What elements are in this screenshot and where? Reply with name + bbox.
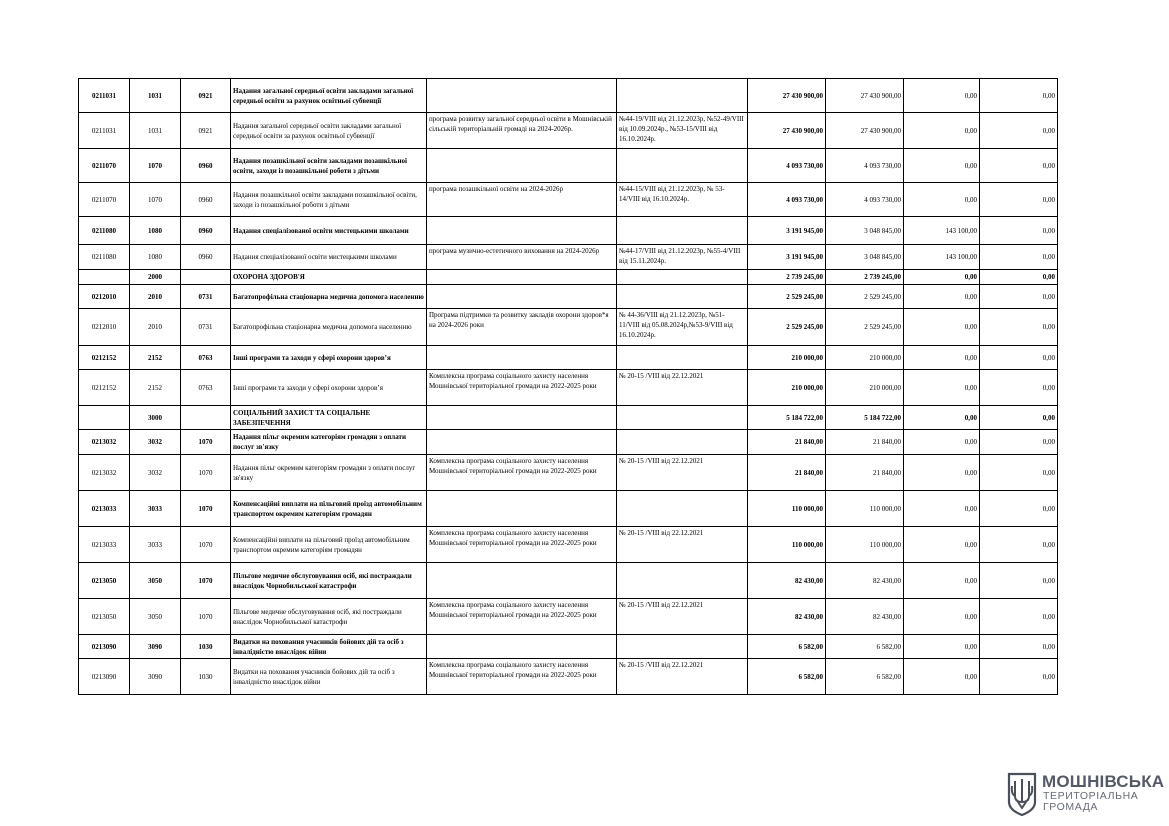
row-code-cell (79, 270, 130, 285)
row-amount-special-cell: 0,00 (904, 183, 980, 217)
row-code-cell: 0763 (181, 370, 231, 406)
row-amount-total-cell: 210 000,00 (748, 346, 826, 370)
row-code-cell: 3090 (130, 635, 181, 659)
row-code-cell: 1070 (181, 563, 231, 599)
row-decision-cell: № 44-36/VIII від 21.12.2023р, №51-11/VIII від 05.08.2024р,№53-9/VIII від 16.10.2024р. (617, 309, 748, 346)
row-program-cell (427, 79, 617, 113)
row-amount-special-cell: 0,00 (904, 346, 980, 370)
row-amount-general-cell: 2 529 245,00 (826, 285, 904, 309)
table-row (79, 270, 1058, 285)
row-code-cell: 0213050 (79, 599, 130, 635)
row-decision-cell (617, 563, 748, 599)
row-name-cell: ОХОРОНА ЗДОРОВ'Я (231, 270, 427, 285)
row-amount-total-cell: 21 840,00 (748, 430, 826, 455)
row-code-cell: 0213032 (79, 455, 130, 491)
row-code-cell: 0213032 (79, 430, 130, 455)
row-name-cell: Надання пільг окремим категоріям громадян з оплати послуг зв'язку (231, 455, 427, 491)
row-amount-general-cell: 6 582,00 (826, 635, 904, 659)
row-code-cell: 1070 (181, 491, 231, 527)
row-amount-total-cell: 27 430 900,00 (748, 79, 826, 113)
row-decision-cell: №44-19/VIII від 21.12.2023р, №52-49/VIII від 10.09.2024р., №53-15/VIII від 16.10.2024р. (617, 113, 748, 149)
row-name-cell: Надання спеціалізованої освіти мистецькими школами (231, 245, 427, 270)
row-name-cell: Видатки на поховання учасників бойових дій та осіб з інвалідністю внаслідок війни (231, 635, 427, 659)
row-amount-general-cell: 4 093 730,00 (826, 183, 904, 217)
row-amount-other-cell: 0,00 (980, 635, 1058, 659)
row-amount-other-cell: 0,00 (980, 217, 1058, 245)
row-code-cell: 0211031 (79, 113, 130, 149)
row-code-cell: 1031 (130, 79, 181, 113)
row-amount-special-cell: 0,00 (904, 270, 980, 285)
row-code-cell: 0211080 (79, 245, 130, 270)
row-code-cell: 3032 (130, 430, 181, 455)
row-decision-cell (617, 79, 748, 113)
row-code-cell: 3050 (130, 563, 181, 599)
row-code-cell: 3033 (130, 527, 181, 563)
row-program-cell (427, 563, 617, 599)
row-code-cell: 2010 (130, 309, 181, 346)
row-code-cell: 2010 (130, 285, 181, 309)
row-program-cell (427, 217, 617, 245)
row-amount-general-cell: 4 093 730,00 (826, 149, 904, 183)
row-code-cell: 2000 (130, 270, 181, 285)
table-row (79, 430, 1058, 455)
row-program-cell: Комплексна програма соціального захисту населення Мошнівської територіальної громади на 2022-2025 роки (427, 370, 617, 406)
row-amount-general-cell: 110 000,00 (826, 491, 904, 527)
row-amount-special-cell: 0,00 (904, 599, 980, 635)
row-code-cell: 1070 (181, 455, 231, 491)
budget-table (78, 78, 1058, 695)
row-decision-cell (617, 217, 748, 245)
row-code-cell: 1030 (181, 659, 231, 695)
row-program-cell (427, 285, 617, 309)
row-amount-general-cell: 3 048 845,00 (826, 217, 904, 245)
row-name-cell: Інші програми та заходи у сфері охорони здоров’я (231, 346, 427, 370)
row-amount-general-cell: 6 582,00 (826, 659, 904, 695)
row-amount-special-cell: 0,00 (904, 406, 980, 430)
row-amount-total-cell: 21 840,00 (748, 455, 826, 491)
row-amount-total-cell: 210 000,00 (748, 370, 826, 406)
row-amount-special-cell: 0,00 (904, 563, 980, 599)
row-amount-other-cell: 0,00 (980, 430, 1058, 455)
row-code-cell: 3090 (130, 659, 181, 695)
row-name-cell: Надання спеціалізованої освіти мистецькими школами (231, 217, 427, 245)
table-row (79, 527, 1058, 563)
row-code-cell: 3050 (130, 599, 181, 635)
table-row (79, 217, 1058, 245)
row-amount-general-cell: 210 000,00 (826, 346, 904, 370)
row-decision-cell (617, 346, 748, 370)
row-code-cell (181, 270, 231, 285)
row-amount-general-cell: 210 000,00 (826, 370, 904, 406)
row-code-cell: 0212010 (79, 309, 130, 346)
table-row (79, 659, 1058, 695)
row-amount-other-cell: 0,00 (980, 346, 1058, 370)
row-code-cell: 1070 (130, 183, 181, 217)
row-program-cell (427, 406, 617, 430)
row-code-cell: 0212152 (79, 346, 130, 370)
row-amount-other-cell: 0,00 (980, 455, 1058, 491)
row-code-cell: 2152 (130, 346, 181, 370)
row-program-cell (427, 430, 617, 455)
row-code-cell: 1070 (181, 599, 231, 635)
table-row (79, 113, 1058, 149)
row-program-cell: Програма підтримки та розвитку закладів охорони здоров*я на 2024-2026 роки (427, 309, 617, 346)
row-code-cell: 0213090 (79, 659, 130, 695)
row-name-cell: Видатки на поховання учасників бойових дій та осіб з інвалідністю внаслідок війни (231, 659, 427, 695)
row-code-cell: 0213033 (79, 491, 130, 527)
row-program-cell: Комплексна програма соціального захисту населення Мошнівської територіальної громади на 2022-2025 роки (427, 599, 617, 635)
row-amount-special-cell: 0,00 (904, 149, 980, 183)
row-program-cell: програма позашкільної освіти на 2024-2026р (427, 183, 617, 217)
table-row (79, 599, 1058, 635)
row-amount-other-cell: 0,00 (980, 183, 1058, 217)
row-code-cell: 0213033 (79, 527, 130, 563)
row-program-cell: програма музично-естетичного виховання на 2024-2026р (427, 245, 617, 270)
row-amount-total-cell: 27 430 900,00 (748, 113, 826, 149)
logo-subtitle-line2: ГРОМАДА (1043, 801, 1099, 813)
row-amount-other-cell: 0,00 (980, 270, 1058, 285)
row-program-cell: Комплексна програма соціального захисту населення Мошнівської територіальної громади на 2022-2025 роки (427, 455, 617, 491)
row-program-cell: Комплексна програма соціального захисту населення Мошнівської територіальної громади на 2022-2025 роки (427, 659, 617, 695)
row-amount-special-cell: 0,00 (904, 370, 980, 406)
row-amount-total-cell: 82 430,00 (748, 599, 826, 635)
row-code-cell: 1080 (130, 217, 181, 245)
row-amount-special-cell: 0,00 (904, 113, 980, 149)
row-amount-other-cell: 0,00 (980, 285, 1058, 309)
row-amount-special-cell: 0,00 (904, 455, 980, 491)
row-program-cell (427, 635, 617, 659)
row-decision-cell: № 20-15 /VIII від 22.12.2021 (617, 370, 748, 406)
row-amount-other-cell: 0,00 (980, 370, 1058, 406)
row-amount-general-cell: 27 430 900,00 (826, 113, 904, 149)
row-program-cell (427, 270, 617, 285)
row-code-cell (79, 406, 130, 430)
community-logo (1007, 772, 1165, 818)
row-decision-cell: № 20-15 /VIII від 22.12.2021 (617, 527, 748, 563)
row-code-cell: 0212010 (79, 285, 130, 309)
row-amount-other-cell: 0,00 (980, 79, 1058, 113)
row-code-cell: 0960 (181, 149, 231, 183)
row-amount-special-cell: 0,00 (904, 430, 980, 455)
row-code-cell: 1031 (130, 113, 181, 149)
row-amount-general-cell: 3 048 845,00 (826, 245, 904, 270)
table-row (79, 285, 1058, 309)
row-amount-special-cell: 0,00 (904, 659, 980, 695)
table-row (79, 491, 1058, 527)
row-code-cell: 0960 (181, 245, 231, 270)
row-name-cell: Інші програми та заходи у сфері охорони здоров’я (231, 370, 427, 406)
row-amount-other-cell: 0,00 (980, 309, 1058, 346)
row-code-cell: 3033 (130, 491, 181, 527)
row-code-cell: 0211031 (79, 79, 130, 113)
row-code-cell: 1030 (181, 635, 231, 659)
row-decision-cell: №44-17/VIII від 21.12.2023р, №55-4/VIII від 15.11.2024р. (617, 245, 748, 270)
row-code-cell: 0960 (181, 183, 231, 217)
row-name-cell: Надання пільг окремим категоріям громадян з оплати послуг зв'язку (231, 430, 427, 455)
table-row (79, 149, 1058, 183)
row-decision-cell: №44-15/VIII від 21.12.2023р, № 53-14/VIII від 16.10.2024р. (617, 183, 748, 217)
row-amount-special-cell: 0,00 (904, 527, 980, 563)
row-program-cell: програма розвитку загальної середньої освіти в Мошнівській сільській територіальній громаді на 2024-2026р. (427, 113, 617, 149)
row-program-cell (427, 346, 617, 370)
row-amount-special-cell: 0,00 (904, 635, 980, 659)
table-body (79, 79, 1058, 695)
row-amount-general-cell: 2 739 245,00 (826, 270, 904, 285)
table-row (79, 245, 1058, 270)
row-amount-general-cell: 2 529 245,00 (826, 309, 904, 346)
row-decision-cell (617, 285, 748, 309)
row-amount-total-cell: 2 529 245,00 (748, 285, 826, 309)
row-amount-other-cell: 0,00 (980, 659, 1058, 695)
row-code-cell: 0213090 (79, 635, 130, 659)
table-row (79, 309, 1058, 346)
row-decision-cell: № 20-15 /VIII від 22.12.2021 (617, 455, 748, 491)
row-code-cell: 0211080 (79, 217, 130, 245)
row-code-cell: 0731 (181, 285, 231, 309)
row-amount-special-cell: 0,00 (904, 79, 980, 113)
row-decision-cell (617, 149, 748, 183)
table-row (79, 635, 1058, 659)
row-amount-total-cell: 110 000,00 (748, 527, 826, 563)
row-amount-special-cell: 0,00 (904, 285, 980, 309)
row-amount-other-cell: 0,00 (980, 149, 1058, 183)
row-name-cell: Надання позашкільної освіти закладами позашкільної освіти, заходи із позашкільної роботи з дітьми (231, 183, 427, 217)
logo-title: МОШНІВСЬКА (1042, 772, 1165, 791)
table-row (79, 183, 1058, 217)
row-amount-other-cell: 0,00 (980, 599, 1058, 635)
row-amount-total-cell: 4 093 730,00 (748, 183, 826, 217)
logo-subtitle-line1: ТЕРИТОРІАЛЬНА (1043, 790, 1139, 802)
table-row (79, 455, 1058, 491)
row-amount-total-cell: 4 093 730,00 (748, 149, 826, 183)
row-amount-special-cell: 0,00 (904, 491, 980, 527)
row-code-cell: 0763 (181, 346, 231, 370)
row-decision-cell: № 20-15 /VIII від 22.12.2021 (617, 599, 748, 635)
table-row (79, 370, 1058, 406)
row-name-cell: Надання загальної середньої освіти закладами загальної середньої освіти за рахунок освітньої субвенції (231, 79, 427, 113)
row-name-cell: Багатопрофільна стаціонарна медична допомога населенню (231, 309, 427, 346)
row-amount-general-cell: 5 184 722,00 (826, 406, 904, 430)
row-name-cell: Пільгове медичне обслуговування осіб, які постраждали внаслідок Чорнобильської катастрофи (231, 563, 427, 599)
row-amount-general-cell: 21 840,00 (826, 455, 904, 491)
row-amount-general-cell: 27 430 900,00 (826, 79, 904, 113)
row-code-cell (181, 406, 231, 430)
row-code-cell: 3000 (130, 406, 181, 430)
table-row (79, 346, 1058, 370)
row-code-cell: 1080 (130, 245, 181, 270)
row-name-cell: СОЦІАЛЬНИЙ ЗАХИСТ ТА СОЦІАЛЬНЕ ЗАБЕЗПЕЧЕННЯ (231, 406, 427, 430)
row-decision-cell (617, 430, 748, 455)
row-amount-total-cell: 110 000,00 (748, 491, 826, 527)
row-name-cell: Надання загальної середньої освіти закладами загальної середньої освіти за рахунок освітньої субвенції (231, 113, 427, 149)
row-amount-special-cell: 143 100,00 (904, 245, 980, 270)
row-code-cell: 1070 (130, 149, 181, 183)
row-amount-total-cell: 2 739 245,00 (748, 270, 826, 285)
row-name-cell: Надання позашкільної освіти закладами позашкільної освіти, заходи із позашкільної роботи з дітьми (231, 149, 427, 183)
row-code-cell: 2152 (130, 370, 181, 406)
row-decision-cell (617, 406, 748, 430)
row-name-cell: Компенсаційні виплати на пільговий проїзд автомобільним транспортом окремим категоріям громадян (231, 491, 427, 527)
row-amount-total-cell: 6 582,00 (748, 659, 826, 695)
row-amount-other-cell: 0,00 (980, 563, 1058, 599)
table-row (79, 563, 1058, 599)
row-code-cell: 0211070 (79, 149, 130, 183)
row-name-cell: Пільгове медичне обслуговування осіб, які постраждали внаслідок Чорнобильської катастрофи (231, 599, 427, 635)
row-amount-total-cell: 82 430,00 (748, 563, 826, 599)
row-amount-general-cell: 21 840,00 (826, 430, 904, 455)
row-code-cell: 0960 (181, 217, 231, 245)
row-code-cell: 1070 (181, 527, 231, 563)
row-decision-cell: № 20-15 /VIII від 22.12.2021 (617, 659, 748, 695)
row-code-cell: 3032 (130, 455, 181, 491)
row-amount-general-cell: 82 430,00 (826, 599, 904, 635)
row-decision-cell (617, 270, 748, 285)
row-amount-special-cell: 143 100,00 (904, 217, 980, 245)
row-amount-special-cell: 0,00 (904, 309, 980, 346)
row-amount-other-cell: 0,00 (980, 113, 1058, 149)
row-code-cell: 0211070 (79, 183, 130, 217)
row-amount-total-cell: 3 191 945,00 (748, 217, 826, 245)
row-name-cell: Компенсаційні виплати на пільговий проїзд автомобільним транспортом окремим категоріям громадян (231, 527, 427, 563)
row-amount-total-cell: 6 582,00 (748, 635, 826, 659)
row-code-cell: 1070 (181, 430, 231, 455)
row-code-cell: 0921 (181, 113, 231, 149)
row-amount-general-cell: 82 430,00 (826, 563, 904, 599)
row-decision-cell (617, 491, 748, 527)
row-program-cell (427, 491, 617, 527)
row-program-cell (427, 149, 617, 183)
row-amount-other-cell: 0,00 (980, 527, 1058, 563)
row-code-cell: 0212152 (79, 370, 130, 406)
row-amount-other-cell: 0,00 (980, 245, 1058, 270)
table-row (79, 79, 1058, 113)
row-program-cell: Комплексна програма соціального захисту населення Мошнівської територіальної громади на 2022-2025 роки (427, 527, 617, 563)
row-code-cell: 0921 (181, 79, 231, 113)
row-amount-other-cell: 0,00 (980, 491, 1058, 527)
table-row (79, 406, 1058, 430)
row-amount-total-cell: 5 184 722,00 (748, 406, 826, 430)
row-amount-total-cell: 3 191 945,00 (748, 245, 826, 270)
row-amount-other-cell: 0,00 (980, 406, 1058, 430)
row-code-cell: 0213050 (79, 563, 130, 599)
trident-emblem-icon (1007, 772, 1037, 816)
row-name-cell: Багатопрофільна стаціонарна медична допомога населенню (231, 285, 427, 309)
row-code-cell: 0731 (181, 309, 231, 346)
row-amount-total-cell: 2 529 245,00 (748, 309, 826, 346)
row-decision-cell (617, 635, 748, 659)
row-amount-general-cell: 110 000,00 (826, 527, 904, 563)
